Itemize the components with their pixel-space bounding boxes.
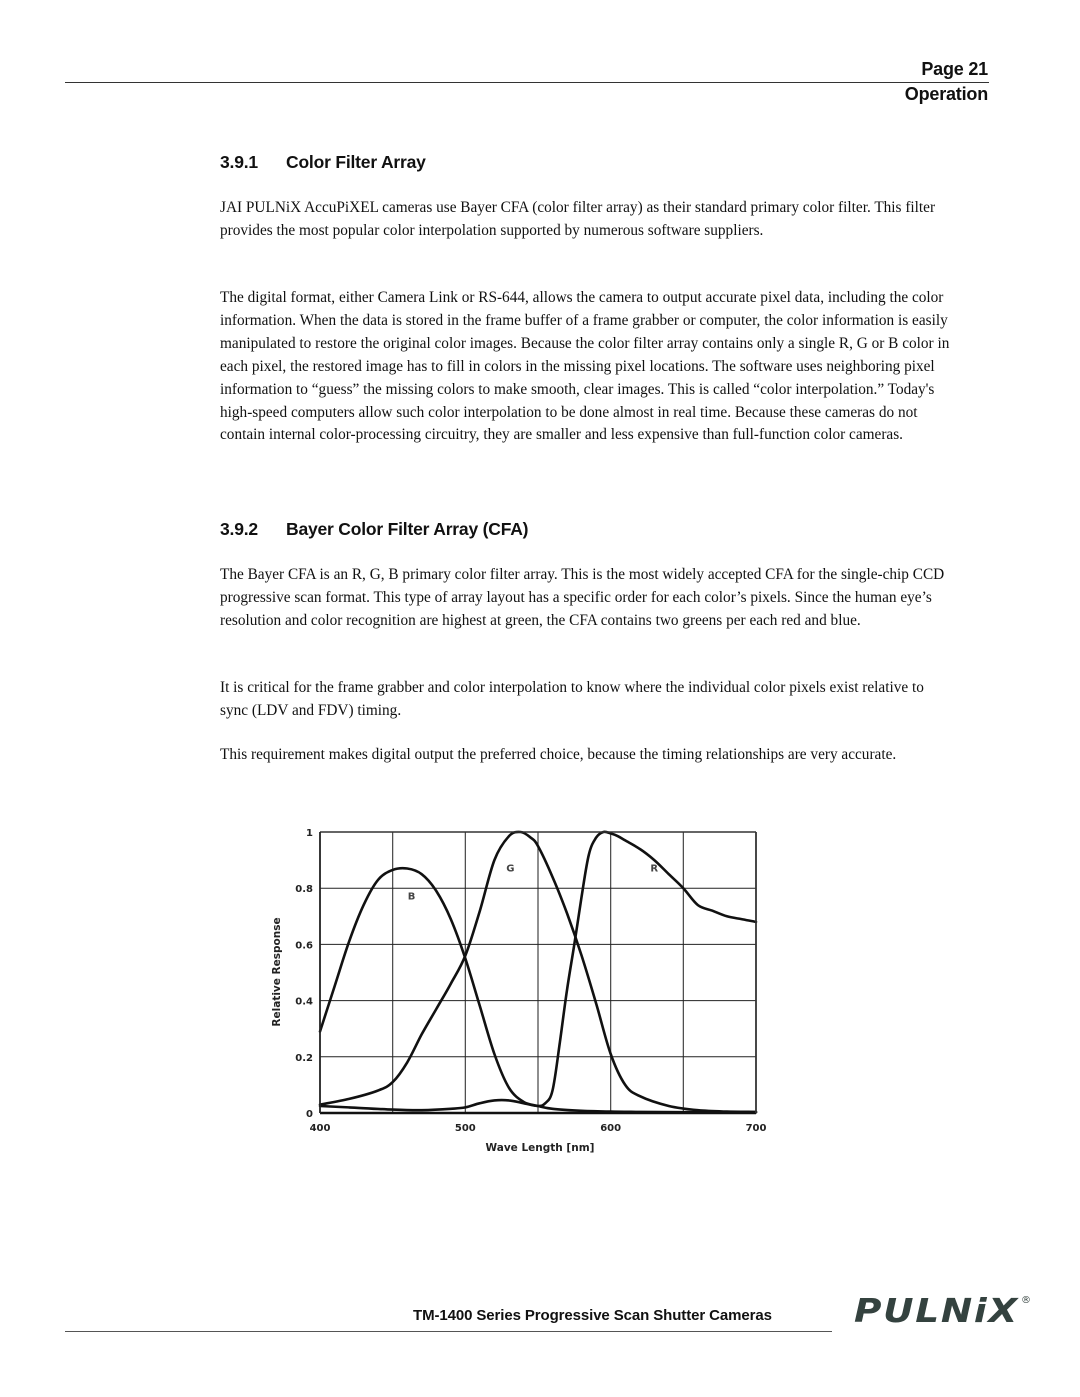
x-tick-label: 600 [600,1123,622,1134]
series-label-r: R [650,863,659,875]
paragraph-sync-timing: It is critical for the frame grabber and color interpolation to know where the individual color pixels exist relative to sync (LDV and FDV) timing. [220,679,924,719]
y-tick-label: 1 [306,828,313,839]
series-label-g: G [506,863,515,875]
y-tick-label: 0.8 [295,884,313,896]
y-tick-label: 0.6 [295,940,313,952]
logo-wordmark: PULNiX [854,1291,1020,1325]
section-heading-bayer-cfa [220,519,528,540]
section-title: Color Filter Array [286,152,426,172]
pulnix-logo-icon [852,1291,1032,1325]
paragraph-bayer-description: The Bayer CFA is an R, G, B primary color filter array. This is the most widely accepted CFA for the single-chip CCD progressive scan format. This type of array layout has a specific order for each color’s pixels. Since the human eye’s resolution and color recognition are highest at green, the CFA contains two greens per each red and blue. [220,566,945,629]
section-number: 3.9.1 [220,152,258,172]
chart-labels [295,828,766,1134]
registered-mark: ® [1021,1295,1031,1306]
x-tick-label: 400 [309,1123,331,1134]
spectral-response-chart [260,815,780,1165]
section-title: Bayer Color Filter Array (CFA) [286,519,529,539]
header-rule [65,82,989,83]
series-label-b: B [407,891,416,903]
x-axis-label: Wave Length [nm] [485,1142,595,1154]
footer-rule [65,1331,832,1332]
y-tick-label: 0.4 [295,996,313,1008]
pulnix-logo [852,1291,1032,1330]
section-number: 3.9.2 [220,519,258,539]
y-tick-label: 0 [306,1109,313,1120]
section-heading-color-filter-array [220,152,426,173]
running-section-title: Operation [904,84,988,104]
paragraph-cfa-intro: JAI PULNiX AccuPiXEL cameras use Bayer CFA (color filter array) as their standard primary color filter. This filter provides the most popular color interpolation supported by numerous software suppliers. [220,199,936,239]
y-axis-label: Relative Response [271,917,283,1027]
x-tick-label: 500 [454,1123,476,1134]
footer-document-title: TM-1400 Series Progressive Scan Shutter Cameras [413,1307,772,1324]
x-tick-label: 700 [745,1123,767,1134]
page-number: Page 21 [921,59,988,79]
y-tick-label: 0.2 [295,1052,313,1064]
paragraph-digital-output: This requirement makes digital output the preferred choice, because the timing relationships are very accurate. [220,746,897,763]
spectral-response-chart-svg [260,815,780,1165]
paragraph-digital-format: The digital format, either Camera Link or RS-644, allows the camera to output accurate pixel data, including the color information. When the data is stored in the frame buffer of a frame grabber or computer, the color information is easily manipulated to restore the original color images. Because the color filter array contains only a single R, G or B color in each pixel, the restored image has to fill in colors in the missing pixel locations. The software uses neighboring pixel information to “guess” the missing colors to make smooth, clear images. This is called “color interpolation.” Today's high-speed computers allow such color interpolation to be done almost in real time. Because these cameras do not contain internal color-processing circuitry, they are smaller and less expensive than full-function color cameras. [220,289,950,444]
